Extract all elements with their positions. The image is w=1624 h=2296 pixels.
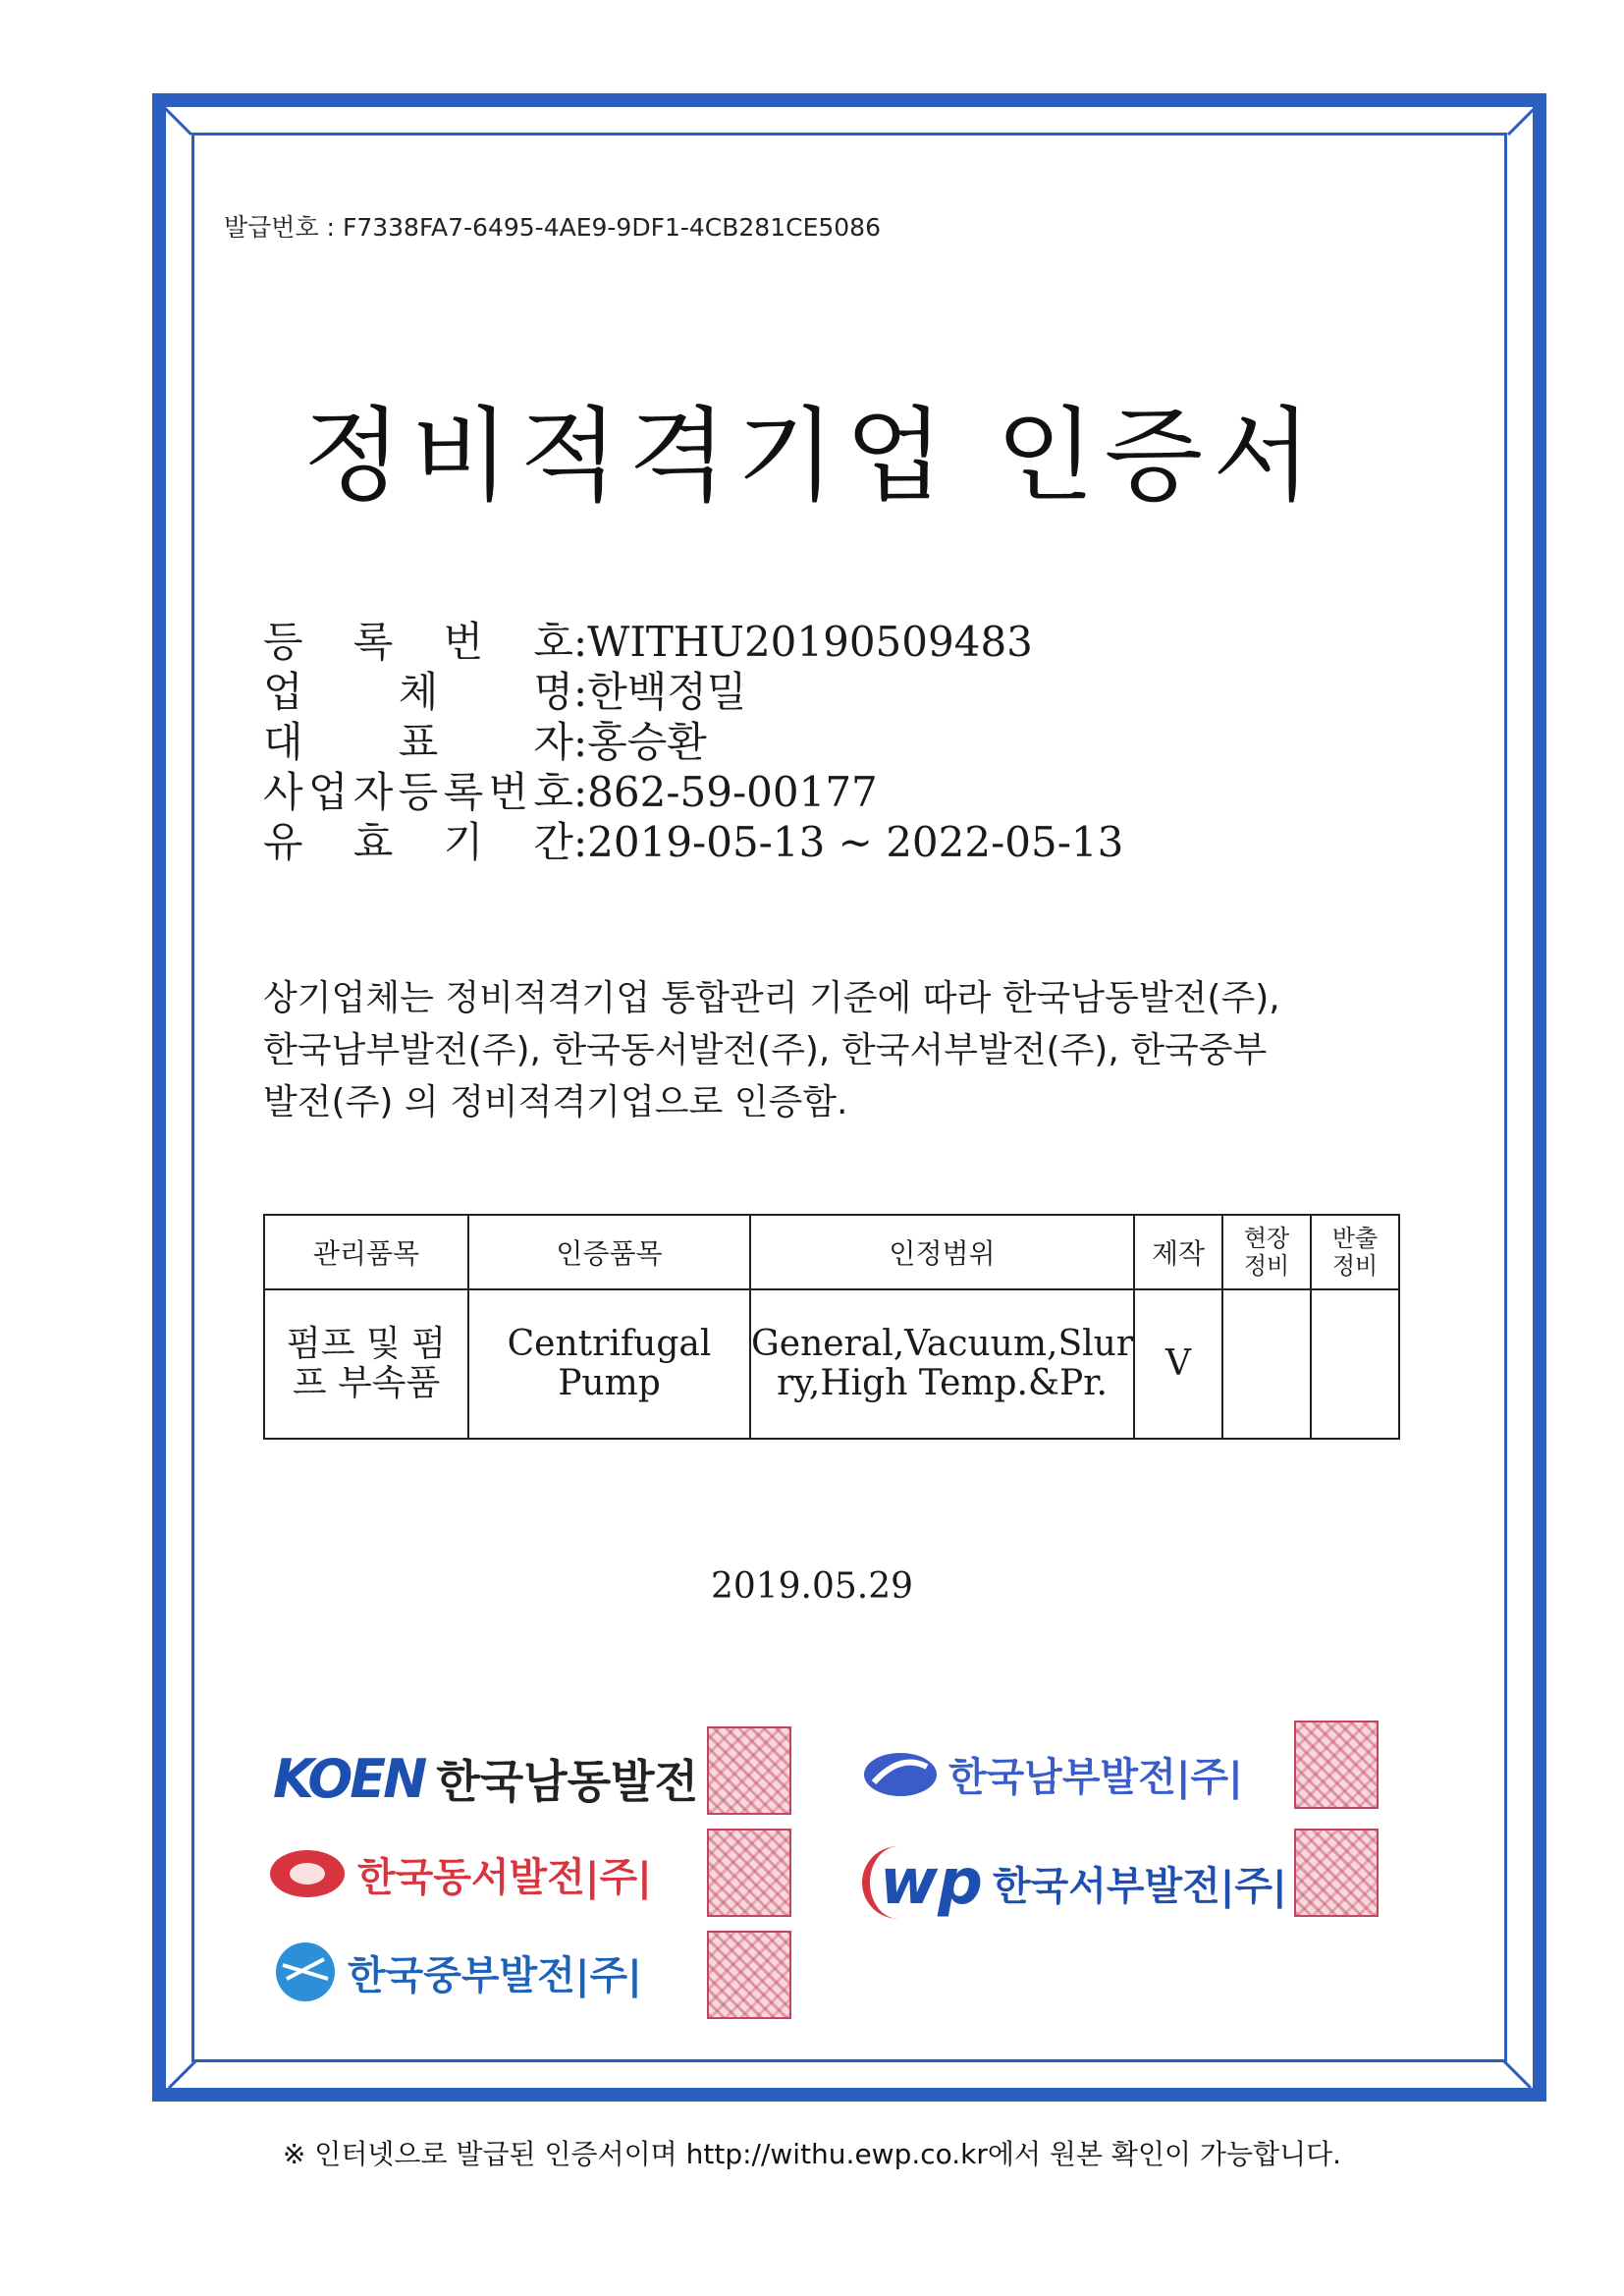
- representative-name: 홍승환: [587, 718, 707, 766]
- kospo-seal: [1294, 1721, 1379, 1809]
- label-char: 록: [443, 768, 484, 816]
- page-title: 정비적격기업 인증서: [302, 396, 1322, 516]
- issue-number-value: F7338FA7-6495-4AE9-9DF1-4CB281CE5086: [342, 213, 881, 242]
- wp-name: 한국서부발전|주|: [992, 1863, 1287, 1909]
- label-char: 업: [263, 668, 303, 716]
- label-char: 록: [352, 618, 394, 666]
- ewp-emblem-icon: [267, 1844, 348, 1903]
- label-char: 사: [263, 768, 303, 816]
- table-row: [264, 1289, 1399, 1439]
- ewp-logo: [267, 1844, 652, 1903]
- wp-mark: wp: [862, 1846, 983, 1919]
- info-label: [263, 667, 573, 717]
- cell-managed-item: [264, 1289, 468, 1439]
- certificate-info: [263, 617, 1123, 867]
- koen-logo: [273, 1746, 698, 1811]
- cell-text: 프 부속품: [292, 1363, 441, 1403]
- label-char: 유: [263, 818, 303, 866]
- verification-note: ※ 인터넷으로 발급된 인증서이며 http://withu.ewp.co.kr에서 원본 확인이 가능합니다.: [282, 2138, 1342, 2170]
- koen-seal: [707, 1726, 791, 1815]
- info-separator: :: [573, 818, 588, 866]
- cell-text: 펌프 및 펌: [287, 1324, 446, 1364]
- komipo-emblem-icon: [273, 1940, 338, 2004]
- kospo-emblem-icon: [862, 1749, 939, 1800]
- cell-text: ry,High Temp.&Pr.: [777, 1363, 1108, 1403]
- kospo-logo: [862, 1746, 1243, 1802]
- info-label: [263, 817, 573, 867]
- info-separator: :: [573, 618, 588, 666]
- info-label: [263, 717, 573, 767]
- cell-text: Centrifugal: [507, 1324, 712, 1364]
- ewp-seal: [707, 1829, 791, 1917]
- info-row-representative: [263, 717, 1123, 767]
- header-scope: 인정범위: [750, 1215, 1134, 1289]
- cell-text: Pump: [558, 1363, 661, 1403]
- label-char: 번: [443, 618, 484, 666]
- label-char: 효: [352, 818, 394, 866]
- label-char: 명: [533, 668, 573, 716]
- info-separator: :: [573, 668, 588, 716]
- komipo-name: 한국중부발전|주|: [348, 1952, 642, 1998]
- header-manufacture: 제작: [1134, 1215, 1222, 1289]
- certification-statement: [263, 972, 1392, 1128]
- table-header-row: [264, 1215, 1399, 1289]
- cell-manufacture: V: [1134, 1289, 1222, 1439]
- cell-text: General,Vacuum,Slur: [751, 1324, 1134, 1364]
- info-row-registration-no: [263, 617, 1123, 667]
- label-char: 번: [488, 768, 529, 816]
- info-separator: :: [573, 768, 588, 816]
- business-registration-number: 862-59-00177: [587, 768, 878, 816]
- label-char: 기: [443, 818, 484, 866]
- header-certified-item: 인증품목: [468, 1215, 750, 1289]
- label-char: 간: [533, 818, 573, 866]
- kospo-name: 한국남부발전|주|: [948, 1755, 1243, 1800]
- label-char: 업: [307, 768, 349, 816]
- statement-line: 상기업체는 정비적격기업 통합관리 기준에 따라 한국남동발전(주),: [263, 978, 1280, 1018]
- info-row-business-number: [263, 767, 1123, 817]
- label-char: 체: [398, 668, 439, 716]
- header-managed-item: 관리품목: [264, 1215, 468, 1289]
- label-char: 호: [533, 768, 573, 816]
- statement-line: 한국남부발전(주), 한국동서발전(주), 한국서부발전(주), 한국중부: [263, 1030, 1268, 1070]
- registration-number: WITHU20190509483: [587, 618, 1033, 666]
- issue-date: 2019.05.29: [710, 1566, 914, 1607]
- issue-number-label: 발급번호 :: [224, 213, 335, 242]
- info-separator: :: [573, 718, 588, 766]
- company-name: 한백정밀: [587, 668, 747, 716]
- header-carryout-maintenance: [1311, 1215, 1399, 1289]
- info-label: [263, 767, 573, 817]
- label-char: 등: [263, 618, 303, 666]
- issue-number: [224, 208, 881, 244]
- validity-period: 2019-05-13 ~ 2022-05-13: [587, 818, 1124, 866]
- header-text: 정비: [1331, 1252, 1379, 1280]
- komipo-logo: [273, 1940, 642, 2004]
- label-char: 등: [398, 768, 439, 816]
- label-char: 대: [263, 718, 303, 766]
- label-char: 자: [533, 718, 573, 766]
- label-char: 자: [352, 768, 394, 816]
- komipo-seal: [707, 1931, 791, 2019]
- info-row-company-name: [263, 667, 1123, 717]
- statement-line: 발전(주) 의 정비적격기업으로 인증함.: [263, 1082, 848, 1122]
- header-text: 정비: [1243, 1252, 1290, 1280]
- wp-seal: [1294, 1829, 1379, 1917]
- info-row-validity-period: [263, 817, 1123, 867]
- wp-logo: [862, 1846, 1287, 1919]
- label-char: 표: [398, 718, 439, 766]
- certified-items-table: [263, 1214, 1400, 1440]
- header-text: 반출: [1331, 1225, 1379, 1252]
- koen-mark: KOEN: [273, 1747, 425, 1810]
- cell-scope: [750, 1289, 1134, 1439]
- info-label: [263, 617, 573, 667]
- label-char: 호: [533, 618, 573, 666]
- header-onsite-maintenance: [1222, 1215, 1311, 1289]
- cell-onsite: [1222, 1289, 1311, 1439]
- ewp-name: 한국동서발전|주|: [357, 1854, 652, 1900]
- header-text: 현장: [1243, 1225, 1290, 1252]
- koen-name: 한국남동발전: [436, 1755, 699, 1808]
- cell-certified-item: [468, 1289, 750, 1439]
- cell-carryout: [1311, 1289, 1399, 1439]
